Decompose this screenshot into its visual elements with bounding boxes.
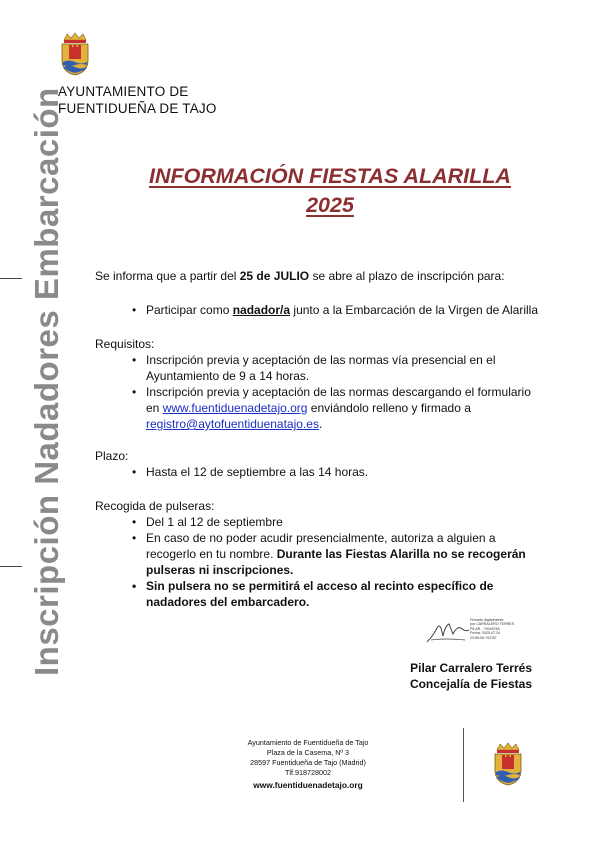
recogida-heading: Recogida de pulseras: [95, 499, 215, 513]
list-item: • Inscripción previa y aceptación de las normas vía presencial en el Ayuntamiento de 9 a 14 horas. [132, 352, 532, 384]
list-item: • Sin pulsera no se permitirá el acceso al recinto específico de nadadores del embarcadero. [132, 578, 532, 610]
title-line1: INFORMACIÓN FIESTAS ALARILLA [149, 164, 511, 188]
signatory-name: Pilar Carralero Terrés [410, 661, 532, 675]
footer-address: Ayuntamiento de Fuentidueña de Tajo Plaza de la Casema, Nº 3 28597 Fuentidueña de Tajo (Madrid) Tlf.918728002 www.fuentiduenadetajo.org [210, 738, 406, 790]
margin-tick-top [0, 278, 22, 279]
signature-icon [425, 618, 471, 646]
plazo-list [132, 464, 532, 480]
website-link[interactable]: www.fuentiduenadetajo.org [162, 401, 308, 415]
plazo-heading: Plazo: [95, 449, 129, 463]
signatory-role: Concejalía de Fiestas [409, 677, 532, 691]
start-date: 25 de JULIO [239, 269, 310, 283]
participation-list [132, 302, 552, 318]
email-link[interactable]: registro@aytofuentiduenatajo.es [146, 417, 319, 431]
signatory [380, 660, 532, 692]
recogida-list [132, 514, 532, 610]
intro-paragraph: Se informa que a partir del 25 de JULIO se abre al plazo de inscripción para: [95, 269, 505, 283]
org-name-line1: AYUNTAMIENTO DE [58, 84, 189, 99]
document-title [140, 162, 520, 220]
requisitos-list [132, 352, 532, 432]
list-item: • Inscripción previa y aceptación de las normas descargando el formulario en www.fuentiduenadetajo.org enviándolo relleno y firmado a registro@aytofuentiduenatajo.es. [132, 384, 532, 432]
list-item: • Hasta el 12 de septiembre a las 14 horas. [132, 464, 532, 480]
footer-divider [463, 728, 464, 802]
list-item: • Participar como nadador/a junto a la Embarcación de la Virgen de Alarilla [132, 302, 552, 318]
coat-of-arms-icon [58, 32, 92, 76]
margin-tick-bottom [0, 566, 22, 567]
list-item: • Del 1 al 12 de septiembre [132, 514, 532, 530]
side-banner: Inscripción Nadadores Embarcación [28, 87, 65, 676]
title-line2: 2025 [306, 193, 354, 217]
requisitos-heading: Requisitos: [95, 337, 155, 351]
digital-signature-meta: Firmado digitalmente por CARRALERO TERRES PILAR - 70049765 Fecha: 2025.07.24 23:59:08 +02'00' [470, 618, 515, 640]
org-name-line2: FUENTIDUEÑA DE TAJO [58, 101, 217, 116]
coat-of-arms-icon [491, 742, 525, 786]
role-name: nadador/a [232, 303, 291, 317]
footer-website[interactable]: www.fuentiduenadetajo.org [253, 780, 363, 790]
organization-name [58, 83, 217, 117]
list-item: • En caso de no poder acudir presencialmente, autoriza a alguien a recogerlo en tu nombre. Durante las Fiestas Alarilla no se recogerán pulseras ni inscripciones. [132, 530, 532, 578]
